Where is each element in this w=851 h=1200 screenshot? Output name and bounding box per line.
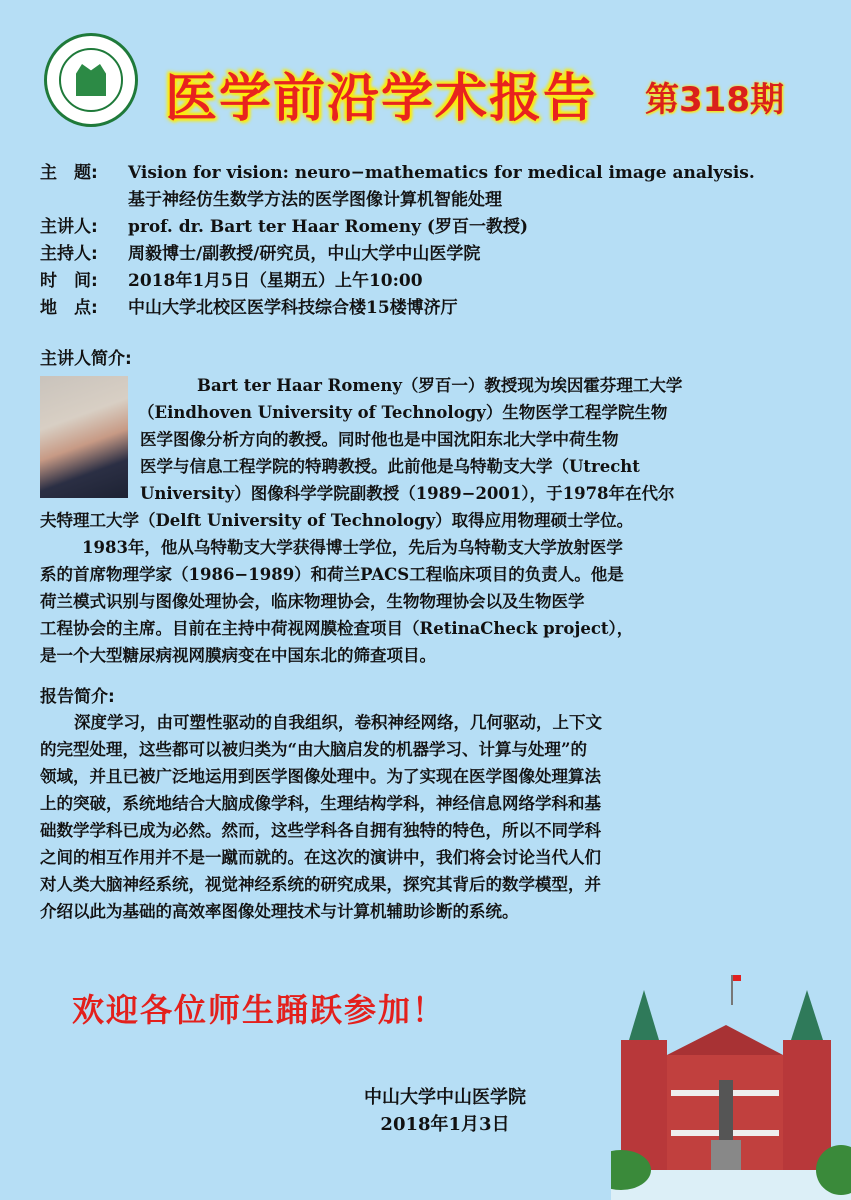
university-logo	[44, 33, 138, 127]
poster-title: 医学前沿学术报告	[165, 69, 598, 129]
campus-building-image	[611, 970, 851, 1200]
speaker-intro-heading: 主讲人简介:	[40, 349, 132, 369]
report-intro-text: 深度学习，由可塑性驱动的自我组织，卷积神经网络，几何驱动，上下文 的完型处理，这些都可以被归类为“由大脑启发的机器学习、计算与处理”的 领域，并且已被广泛地运用到医学图像处理中。为了实现在医学图像处理算法 上的突破，系统地结合大脑成像学科，生理结构学科，神经信息网络学科和基 础数学学科已成为必然。然而，这些学科各自拥有独特的特色，所以不同学科 之间的相互作用并不是一蹴而就的。在这次的演讲中，我们将会讨论当代人们 对人类大脑神经系统，视觉神经系统的研究成果，探究其背后的数学模型，并 介绍以此为基础的高效率图像处理技术与计算机辅助诊断的系统。	[40, 713, 602, 921]
report-intro-heading: 报告简介:	[40, 687, 115, 707]
info-host: 主持人: 周毅博士/副教授/研究员，中山大学中山医学院	[40, 244, 481, 264]
info-time: 时 间: 2018年1月5日（星期五）上午10:00	[40, 271, 423, 291]
info-speaker: 主讲人: prof. dr. Bart ter Haar Romeny (罗百一教授)	[40, 217, 528, 237]
event-info	[40, 160, 755, 322]
footer-org: 中山大学中山医学院	[364, 1087, 526, 1108]
speaker-intro-text: Bart ter Haar Romeny（罗百一）教授现为埃因霍芬理工大学 （Eindhoven University of Technology）生物医学工程学院生物 医学图像分析方向的教授。同时他也是中国沈阳东北大学中荷生物 医学与信息工程学院的特聘教授。此前他是乌特勒支大学（Utrecht University）图像科学学院副教授（1989−2001），于1978年在代尔 夫特理工大学（Delft University of Technology）取得应用物理硕士学位。 1983年，他从乌特勒支大学获得博士学位，先后为乌特勒支大学放射医学 系的首席物理学家（1986−1989）和荷兰PACS工程临床项目的负责人。他是 荷兰模式识别与图像处理协会，临床物理协会，生物物理协会以及生物医学 工程协会的主席。目前在主持中荷视网膜检查项目（RetinaCheck project）， 是一个大型糖尿病视网膜病变在中国东北的筛查项目。	[40, 376, 683, 665]
building-emblem-icon	[76, 64, 106, 96]
info-topic: 主 题: Vision for vision: neuro−mathematics for medical image analysis. 基于神经仿生数学方法的医学图像计算机智能处理	[40, 163, 755, 210]
info-location: 地 点: 中山大学北校区医学科技综合楼15楼博济厅	[40, 298, 458, 318]
welcome-message: 欢迎各位师生踊跃参加！	[72, 991, 447, 1029]
issue-number: 第318期	[645, 80, 784, 120]
footer-date: 2018年1月3日	[380, 1114, 510, 1135]
